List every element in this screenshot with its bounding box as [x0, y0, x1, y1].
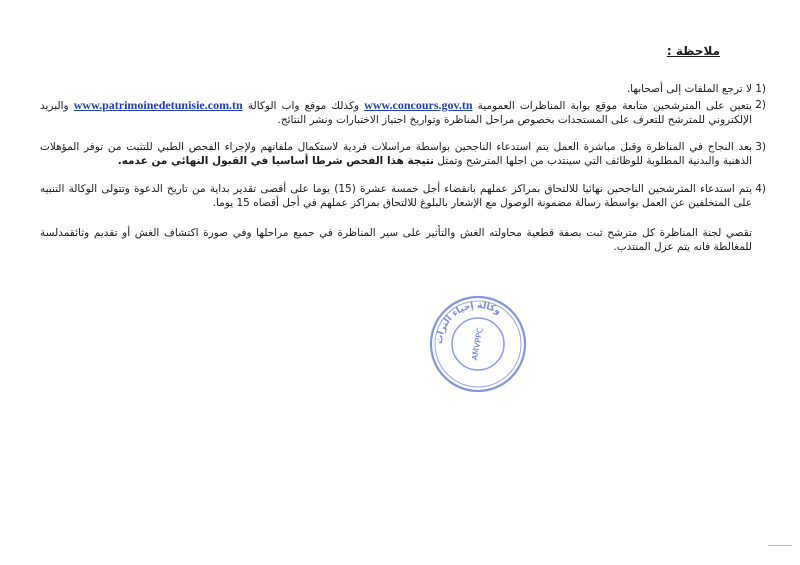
stamp-center-text: AMVPPC — [470, 326, 485, 361]
concours-link[interactable]: www.concours.gov.tn — [364, 98, 473, 112]
note-item-2 — [40, 98, 766, 127]
note-bold-text: نتيجة هذا الفحص شرطا أساسيا في القبول النهائي من عدمه. — [117, 155, 434, 167]
note-text: لا ترجع الملفات إلى أصحابها. — [626, 83, 752, 95]
patrimoine-link[interactable]: www.patrimoinedetunisie.com.tn — [73, 98, 243, 112]
note-number: 2) — [755, 99, 766, 111]
note-text-after: والبريد الإلكتروني للمترشح للتعرف على المستجدات بخصوص مراحل المناظرة وتواريخ اجتياز الاختبارات ونشر النتائج. — [40, 100, 752, 126]
note-item-1 — [40, 82, 766, 96]
note-number: 1) — [755, 83, 766, 95]
notes-heading: ملاحظة : — [666, 44, 720, 58]
note-text-before: يتعين على المترشحين متابعة موقع بوابة المناظرات العمومية — [477, 100, 752, 112]
note-text: يتم استدعاء المترشحين الناجحين نهائيا للالتحاق بمراكز عملهم بانقضاء أجل خمسة عشرة (15) يوما على أقصى تقدير بداية من تاريخ الدعوة وتتولى الوكالة التنبيه على المتخلفين عن العمل بواسطة رسالة مضمونة الوصول مع الإشعار بالبلوغ للالتحاق بمراكز عملهم في أجل أقصاه 15 يوما. — [40, 183, 753, 209]
note-text: بعد النجاح في المناظرة وقبل مباشرة العمل يتم استدعاء الناجحين بواسطة مراسلات فردية لاستكمال ملفاتهم ولإجراء الفحص الطبي للتثبت من توفر المؤهلات الذهنية والبدنية المطلوبة للوظائف التي سينتدب من اجلها المترشح وتمثل — [40, 141, 752, 167]
note-item-3 — [40, 140, 766, 168]
page-edge-mark — [768, 545, 792, 546]
note-item-4 — [40, 182, 766, 210]
closing-paragraph: تقصي لجنة المناظرة كل مترشح ثبت بصفة قطعية محاولته الغش والتأثير على سير المناظرة في جميع مراحلها وفي صورة اكتشاف الغش أو تقديم وثائقمدلسة للمغالطة فانه يتم عزل المنتدب. — [40, 227, 752, 253]
note-number: 4) — [755, 183, 766, 195]
note-number: 3) — [755, 141, 766, 153]
stamp-ring-text: وكالة إحياء التراث — [434, 300, 503, 345]
note-text-middle: وكذلك موقع واب الوكالة — [247, 100, 360, 112]
agency-stamp — [428, 294, 528, 394]
